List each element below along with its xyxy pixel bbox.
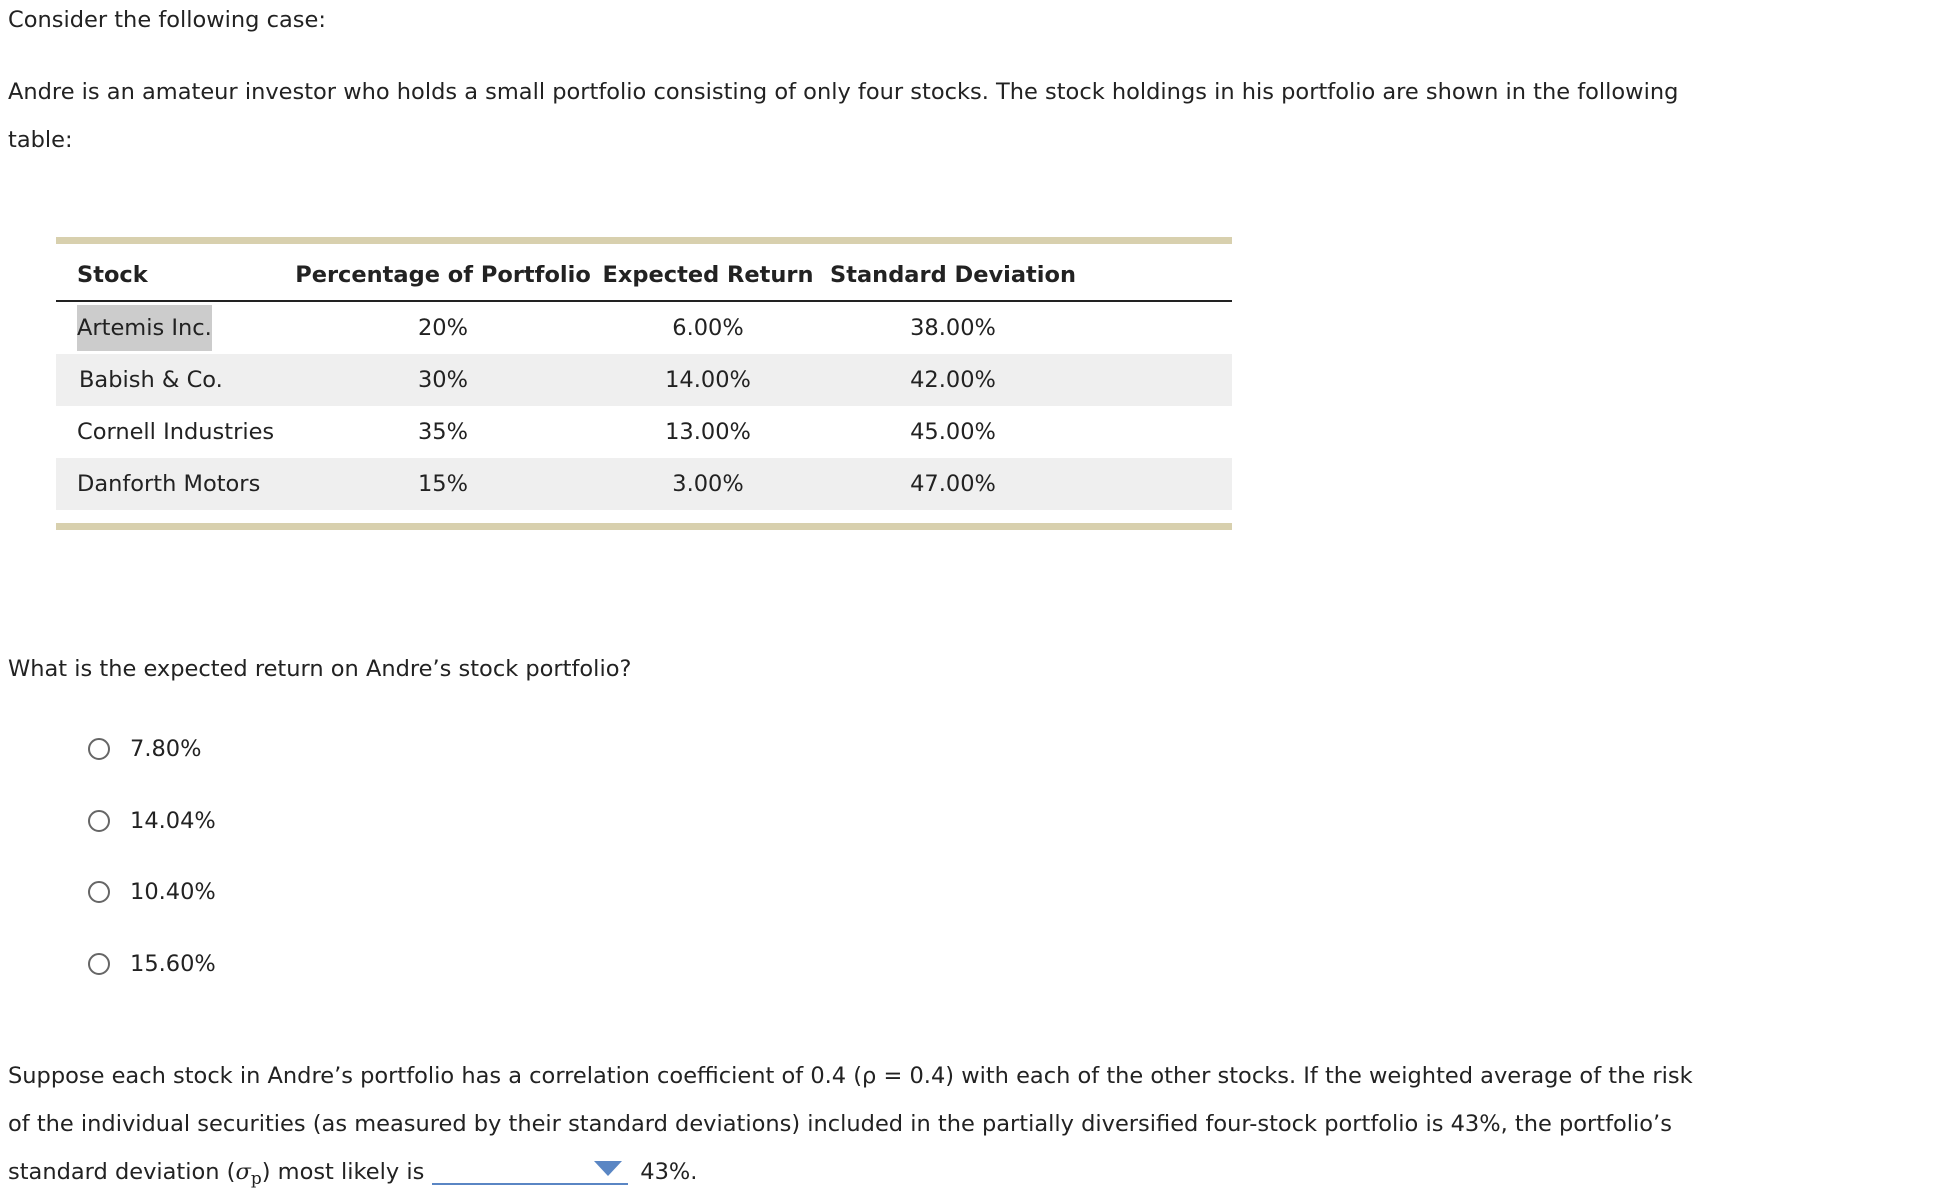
standard-deviation-cell: 38.00% <box>910 315 996 341</box>
radio-button[interactable] <box>88 738 110 760</box>
table-row <box>56 354 1232 406</box>
expected-return-cell: 6.00% <box>672 315 744 341</box>
stock-name-cell: Cornell Industries <box>77 419 275 445</box>
table-row <box>56 406 1232 458</box>
header-standard-deviation: Standard Deviation <box>830 262 1076 288</box>
question2-line1: Suppose each stock in Andre’s portfolio has a correlation coefficient of 0.4 (ρ = 0.4) with each of the other stocks. If the weighted average of the risk <box>8 1063 1693 1089</box>
chevron-down-icon[interactable] <box>594 1161 622 1176</box>
table-top-rule <box>56 237 1232 244</box>
answer-option-label[interactable]: 15.60% <box>130 950 216 977</box>
table-row <box>56 458 1232 510</box>
percentage-cell: 35% <box>417 419 468 445</box>
answer-option[interactable] <box>88 947 216 1019</box>
header-stock: Stock <box>77 262 148 288</box>
answer-option-label[interactable]: 14.04% <box>130 807 216 834</box>
answer-option[interactable] <box>88 875 216 947</box>
stock-name-cell: Danforth Motors <box>77 471 261 497</box>
answer-option[interactable] <box>88 732 216 804</box>
comparison-dropdown[interactable] <box>432 1153 628 1185</box>
portfolio-table <box>56 237 1232 530</box>
expected-return-cell: 13.00% <box>665 419 751 445</box>
expected-return-cell: 3.00% <box>672 471 744 497</box>
radio-button[interactable] <box>88 881 110 903</box>
radio-button[interactable] <box>88 810 110 832</box>
stock-name-cell <box>77 302 212 354</box>
table-row <box>56 302 1232 354</box>
case-description-line1: Andre is an amateur investor who holds a small portfolio consisting of only four stocks. The stock holdings in his portfolio are shown in the following <box>8 79 1679 105</box>
answer-option[interactable] <box>88 804 216 876</box>
standard-deviation-cell: 45.00% <box>910 419 996 445</box>
radio-button[interactable] <box>88 953 110 975</box>
case-description-line2: table: <box>8 127 73 153</box>
sigma-subscript: p <box>250 1169 262 1189</box>
answer-option-label[interactable]: 7.80% <box>130 736 202 762</box>
intro-text: Consider the following case: <box>8 7 326 33</box>
standard-deviation-cell: 47.00% <box>910 471 996 497</box>
question2-line3-prefix: standard deviation ( <box>8 1159 236 1185</box>
table-header-row <box>56 244 1232 302</box>
answer-options <box>88 732 216 1018</box>
expected-return-cell: 14.00% <box>665 367 751 393</box>
question2-line3-mid: ) most likely is <box>261 1159 425 1185</box>
percentage-cell: 15% <box>417 471 468 497</box>
header-percentage: Percentage of Portfolio <box>295 262 591 288</box>
highlighted-stock-name: Artemis Inc. <box>77 305 212 351</box>
question-expected-return: What is the expected return on Andre’s stock portfolio? <box>8 656 632 682</box>
table-bottom-rule <box>56 523 1232 530</box>
percentage-cell: 20% <box>417 315 468 341</box>
standard-deviation-cell: 42.00% <box>910 367 996 393</box>
question2-line2: of the individual securities (as measured by their standard deviations) included in the partially diversified four-stock portfolio is 43%, the portfolio’s <box>8 1111 1672 1137</box>
percentage-cell: 30% <box>417 367 468 393</box>
question2-line3 <box>8 1148 697 1203</box>
header-expected-return: Expected Return <box>602 262 814 288</box>
answer-option-label[interactable]: 10.40% <box>130 879 216 905</box>
stock-name-cell: Babish & Co. <box>79 367 223 393</box>
sigma-symbol: σ <box>235 1159 251 1185</box>
question2-line3-suffix: 43%. <box>640 1159 698 1185</box>
